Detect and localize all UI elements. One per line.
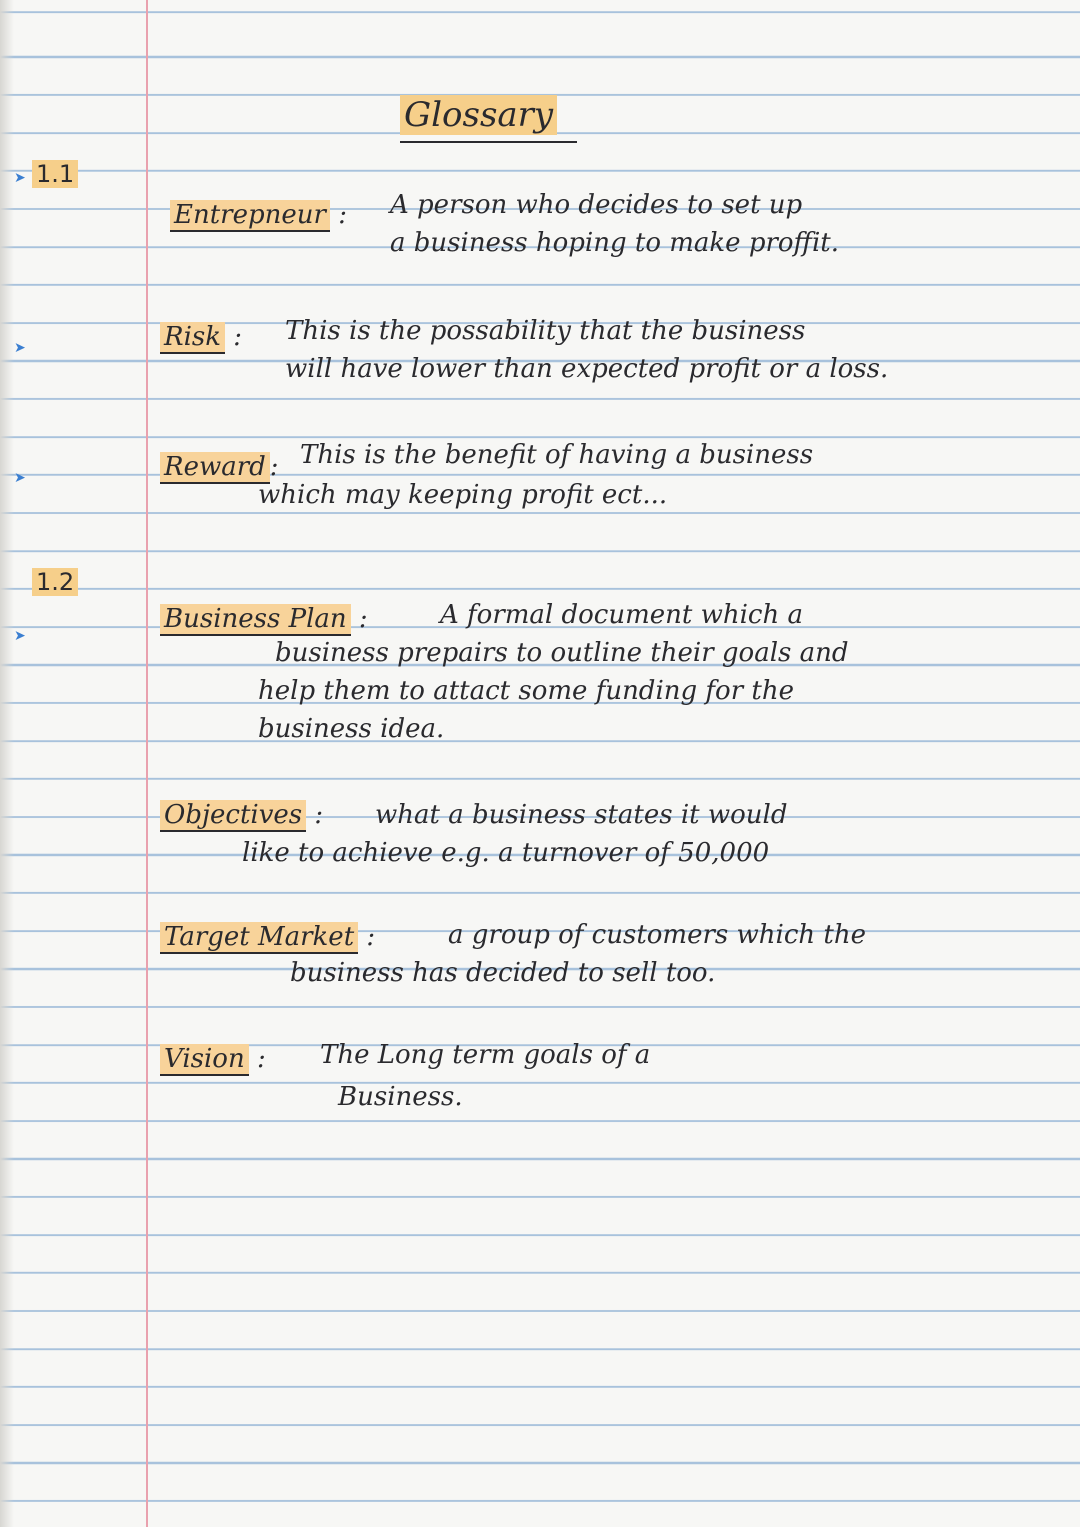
definition-line: A formal document which a bbox=[440, 600, 803, 630]
tab-marker-icon: ➤ bbox=[14, 340, 26, 356]
definition-line: a business hoping to make proffit. bbox=[390, 228, 840, 258]
definition-line: will have lower than expected profit or a loss. bbox=[285, 354, 889, 384]
term-risk: Risk : bbox=[160, 322, 242, 352]
section-label-1-2: 1.2 bbox=[32, 568, 78, 596]
definition-line: Business. bbox=[338, 1082, 463, 1112]
definition-line: The Long term goals of a bbox=[320, 1040, 651, 1070]
term-business-plan: Business Plan : bbox=[160, 604, 368, 634]
term-entrepreneur: Entrepneur : bbox=[170, 200, 347, 230]
term-reward: Reward : bbox=[160, 452, 279, 482]
definition-line: This is the possability that the business bbox=[285, 316, 806, 346]
term-vision: Vision : bbox=[160, 1044, 266, 1074]
margin-line bbox=[146, 0, 148, 1527]
definition-line: business idea. bbox=[258, 714, 445, 744]
tab-marker-icon: ➤ bbox=[14, 470, 26, 486]
page-edge bbox=[0, 0, 14, 1527]
definition-line: a group of customers which the bbox=[448, 920, 866, 950]
term-target-market: Target Market : bbox=[160, 922, 375, 952]
definition-line: business prepairs to outline their goals and bbox=[275, 638, 849, 668]
definition-line: help them to attact some funding for the bbox=[258, 676, 794, 706]
tab-marker-icon: ➤ bbox=[14, 170, 26, 186]
definition-line: like to achieve e.g. a turnover of 50,000 bbox=[242, 838, 770, 868]
definition-line: This is the benefit of having a business bbox=[300, 440, 814, 470]
definition-line: what a business states it would bbox=[375, 800, 788, 830]
definition-line: business has decided to sell too. bbox=[290, 958, 716, 988]
definition-line: which may keeping profit ect... bbox=[258, 480, 668, 510]
term-objectives: Objectives : bbox=[160, 800, 323, 830]
section-label-1-1: 1.1 bbox=[32, 160, 78, 188]
definition-line: A person who decides to set up bbox=[390, 190, 803, 220]
tab-marker-icon: ➤ bbox=[14, 628, 26, 644]
page-title: Glossary bbox=[400, 95, 557, 135]
